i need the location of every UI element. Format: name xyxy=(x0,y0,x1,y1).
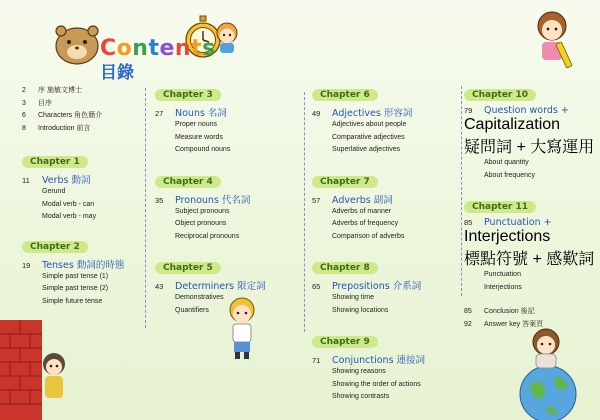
column-4 xyxy=(464,84,596,331)
chapter-title-zh: 疑問詞 + 大寫運用 xyxy=(464,139,595,156)
chapter-title-line: Capitalization xyxy=(464,116,561,133)
front-matter-item: 2 序 施敏文博士 xyxy=(22,87,82,94)
chapter-subtopic: Showing time xyxy=(332,294,375,301)
column-divider xyxy=(461,86,462,296)
chapter-subtopic: Comparison of adverbs xyxy=(332,232,405,240)
contents-title-zh: 目錄 xyxy=(100,63,134,83)
chapter-subtopic: Gerund xyxy=(42,188,66,195)
chapter-subtopic: Object pronouns xyxy=(175,220,227,227)
chapter-subtopic: Adverbs of manner xyxy=(332,207,392,215)
chapter-title-zh: 標點符號 + 感歎詞 xyxy=(464,251,595,268)
chapter-subtopic: Simple future tense xyxy=(42,297,103,305)
boy-illustration xyxy=(222,296,262,360)
chapter-subtopic: Simple past tense (1) xyxy=(42,272,109,280)
chapter-1 xyxy=(22,151,142,224)
chapter-label: Chapter 8 xyxy=(312,262,378,274)
chapter-subtopic: Modal verb - may xyxy=(42,213,97,220)
chapter-subtopic: Showing locations xyxy=(332,306,389,314)
chapter-10 xyxy=(464,84,596,182)
chapter-label: Chapter 9 xyxy=(312,336,378,348)
chapter-subtopic: Subject pronouns xyxy=(175,207,230,215)
chapter-label: Chapter 11 xyxy=(464,201,536,213)
chapter-4 xyxy=(155,171,300,244)
chapter-label: Chapter 10 xyxy=(464,89,536,101)
column-divider xyxy=(145,88,146,328)
chapter-subtopic: Showing reasons xyxy=(332,368,386,375)
brick-wall-illustration xyxy=(0,320,72,420)
column-2 xyxy=(155,84,300,317)
hamster-illustration xyxy=(52,18,102,66)
chapter-6 xyxy=(312,84,457,157)
chapter-subtopic: Measure words xyxy=(175,133,223,141)
chapter-title-row: 43 Determiners 限定詞 xyxy=(155,281,266,292)
chapter-subtopic: About frequency xyxy=(484,171,535,179)
chapter-title-row: 27 Nouns 名詞 xyxy=(155,108,227,119)
chapter-subtopic: Compound nouns xyxy=(175,146,231,153)
chapter-subtopic: Showing the order of actions xyxy=(332,380,421,388)
globe-illustration xyxy=(508,316,588,420)
chapter-11 xyxy=(464,196,596,294)
chapter-subtopic: Interjections xyxy=(484,283,522,291)
back-matter-item: 92 Answer key 答案頁 xyxy=(464,320,544,328)
chapter-subtopic: Adverbs of frequency xyxy=(332,220,399,227)
chapter-label: Chapter 7 xyxy=(312,176,378,188)
front-matter-item: 6 Characters 角色簡介 xyxy=(22,112,103,119)
chapter-subtopic: Demonstratives xyxy=(175,294,224,301)
chapter-title-row: 71 Conjunctions 連接詞 xyxy=(312,355,426,366)
contents-header xyxy=(100,36,216,83)
chapter-subtopic: About quantity xyxy=(484,159,529,166)
chapter-label: Chapter 5 xyxy=(155,262,221,274)
chapter-title-row: 19 Tenses 動詞的時態 xyxy=(22,259,125,271)
chapter-3 xyxy=(155,84,300,157)
chapter-title-line: Interjections xyxy=(464,228,551,245)
chapter-label: Chapter 4 xyxy=(155,176,221,188)
girl-pencil-illustration xyxy=(530,6,578,72)
front-matter-item: 3 目序 xyxy=(22,99,52,107)
chapter-subtopic: Showing contrasts xyxy=(332,393,390,400)
contents-title: Contents xyxy=(100,36,216,61)
chapter-subtopic: Comparative adjectives xyxy=(332,133,405,141)
chapter-label: Chapter 6 xyxy=(312,89,378,101)
chapter-subtopic: Punctuation xyxy=(484,271,521,278)
chapter-subtopic: Adjectives about people xyxy=(332,121,407,128)
chapter-title-row: 65 Prepositions 介系詞 xyxy=(312,281,422,292)
chapter-label: Chapter 2 xyxy=(22,241,88,253)
chapter-label: Chapter 1 xyxy=(22,156,88,168)
chapter-7 xyxy=(312,171,457,244)
chapter-8 xyxy=(312,257,457,317)
chapter-title-row: 35 Pronouns 代名詞 xyxy=(155,194,251,206)
chapter-subtopic: Modal verb - can xyxy=(42,200,95,208)
chapter-title-row: 11 Verbs 動詞 xyxy=(22,175,91,186)
front-matter-item: 8 Introduction 前言 xyxy=(22,124,91,132)
column-divider xyxy=(304,92,305,332)
chapter-subtopic: Simple past tense (2) xyxy=(42,285,109,292)
chapter-subtopic: Reciprocal pronouns xyxy=(175,232,240,240)
front-matter-list xyxy=(22,85,142,135)
chapter-subtopic: Superlative adjectives xyxy=(332,146,401,153)
chapter-title-row: 49 Adjectives 形容詞 xyxy=(312,108,413,119)
chapter-title-row: 79 Question words + xyxy=(464,105,569,116)
chapter-title-row: 57 Adverbs 副詞 xyxy=(312,194,393,206)
chapter-title-row: 85 Punctuation + xyxy=(464,217,552,228)
column-3 xyxy=(312,84,457,404)
chapter-9 xyxy=(312,331,457,404)
chapter-2 xyxy=(22,236,142,309)
chapter-label: Chapter 3 xyxy=(155,89,221,101)
chapter-subtopic: Proper nouns xyxy=(175,121,218,128)
chapter-subtopic: Quantifiers xyxy=(175,306,209,314)
column-1 xyxy=(22,85,142,308)
girl-illustration xyxy=(212,20,242,54)
back-matter-item: 85 Conclusion 後記 xyxy=(464,308,535,315)
